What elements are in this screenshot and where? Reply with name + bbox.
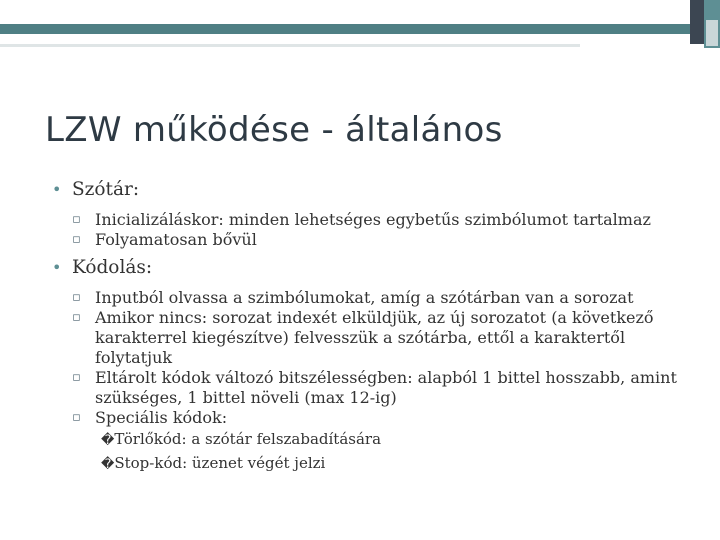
- subsubitem-text: Törlőkód: a szótár felszabadítására: [114, 430, 382, 448]
- slide-body: [50, 178, 690, 482]
- subitem-marker: ▫: [72, 232, 81, 247]
- bullet-marker: •: [52, 258, 62, 277]
- bullet-text: Kódolás:: [72, 257, 153, 278]
- bullet-szotar: [50, 178, 690, 202]
- bullet-text: Szótár:: [72, 179, 140, 200]
- slide-title: LZW működése - általános: [45, 110, 503, 150]
- subitem: [72, 288, 690, 308]
- missing-glyph-icon: �: [101, 457, 115, 472]
- subitem: [72, 210, 690, 230]
- subitem-text: Amikor nincs: sorozat indexét elküldjük, az új sorozatot (a következő karakterrel kiegészítve) felvesszük a szótárba, ettől a karaktertől folytatjuk: [95, 308, 654, 367]
- subitem: [72, 230, 690, 250]
- subitem-marker: ▫: [72, 370, 81, 385]
- missing-glyph-icon: �: [101, 433, 115, 448]
- top-accent-bar: [0, 24, 690, 34]
- corner-dark-block: [690, 0, 704, 44]
- sublist-kodolas: [50, 288, 690, 476]
- bullet-marker: •: [52, 180, 62, 199]
- subitem-marker: ▫: [72, 290, 81, 305]
- subitem-text: Inicializáláskor: minden lehetséges egybetűs szimbólumot tartalmaz: [95, 210, 651, 229]
- bullet-kodolas: [50, 256, 690, 280]
- subitem-text: Eltárolt kódok változó bitszélességben: alapból 1 bittel hosszabb, amint szükséges, 1 bittel növeli (max 12-ig): [95, 368, 677, 407]
- subitem-marker: ▫: [72, 212, 81, 227]
- subitem-text: Speciális kódok:: [95, 408, 228, 427]
- subsubitem-text: Stop-kód: üzenet végét jelzi: [114, 454, 326, 472]
- sublist-szotar: [50, 210, 690, 250]
- corner-light-block: [706, 20, 718, 46]
- subitem: [72, 408, 690, 428]
- subitem: [72, 368, 690, 408]
- top-thin-line: [0, 44, 580, 47]
- subitem: [72, 308, 690, 368]
- top-bar-background: [0, 0, 720, 24]
- subsubitem: [101, 452, 690, 476]
- subitem-text: Folyamatosan bővül: [95, 230, 257, 249]
- subitem-marker: ▫: [72, 410, 81, 425]
- subitem-text: Inputból olvassa a szimbólumokat, amíg a szótárban van a sorozat: [95, 288, 634, 307]
- subitem-marker: ▫: [72, 310, 81, 325]
- subsubitem: [101, 428, 690, 452]
